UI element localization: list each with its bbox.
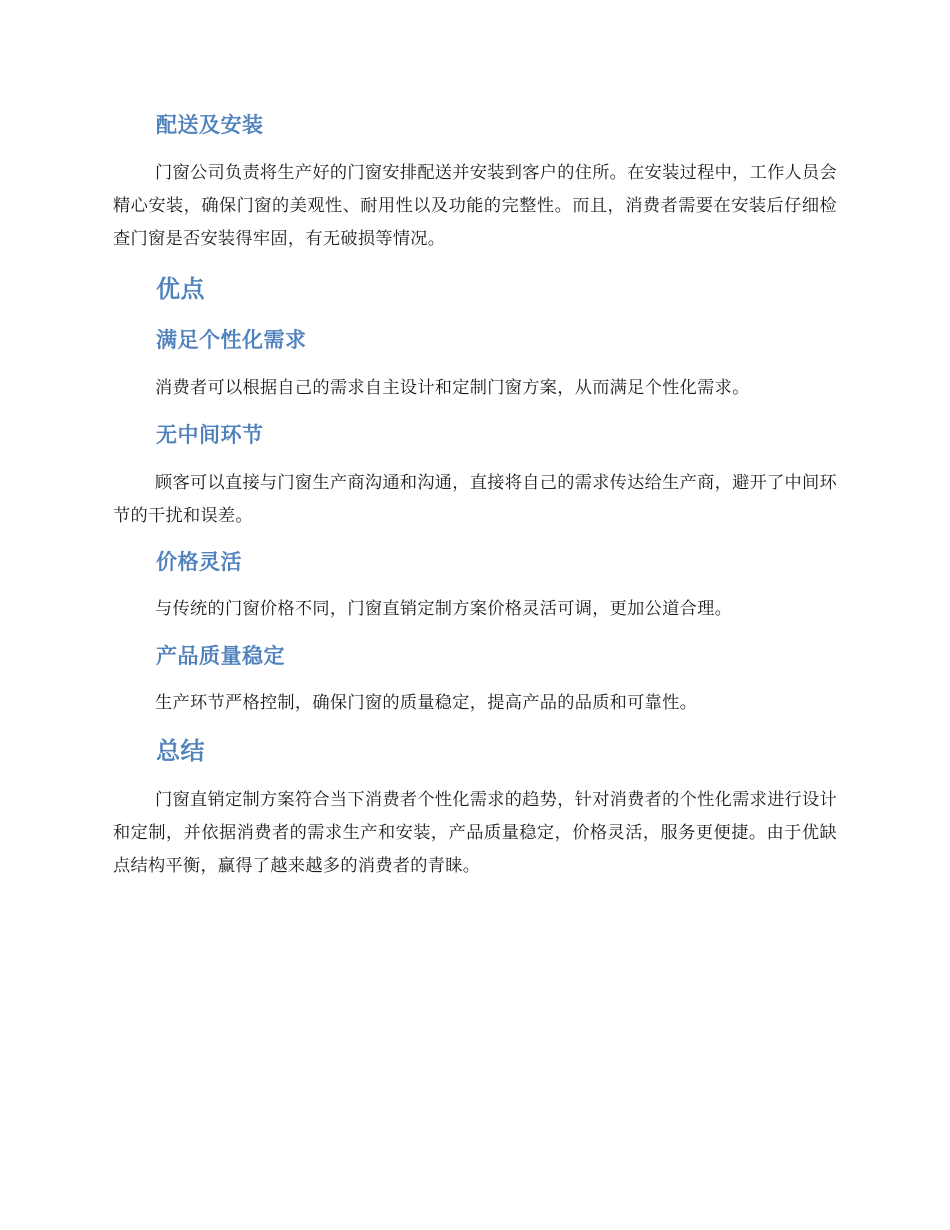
paragraph-flexible-price: 与传统的门窗价格不同，门窗直销定制方案价格灵活可调，更加公道合理。 [155, 599, 733, 619]
section-heading-summary: 总结 [156, 737, 205, 765]
paragraph-stable-quality: 生产环节严格控制，确保门窗的质量稳定，提高产品的品质和可靠性。 [155, 693, 698, 713]
subheading-flexible-price: 价格灵活 [156, 550, 242, 574]
paragraph-summary: 门窗直销定制方案符合当下消费者个性化需求的趋势，针对消费者的个性化需求进行设计和定制，并依据消费者的需求生产和安装，产品质量稳定，价格灵活，服务更便捷。由于优缺点结构平衡，赢得了越来越多的消费者的青睐。 [113, 790, 838, 876]
section-heading-advantages: 优点 [156, 275, 205, 303]
subheading-no-middleman: 无中间环节 [156, 423, 264, 447]
paragraph-personalization: 消费者可以根据自己的需求自主设计和定制门窗方案，从而满足个性化需求。 [155, 378, 750, 398]
paragraph-no-middleman: 顾客可以直接与门窗生产商沟通和沟通，直接将自己的需求传达给生产商，避开了中间环节的干扰和误差。 [113, 473, 838, 526]
section-heading-delivery: 配送及安装 [156, 113, 264, 137]
subheading-personalization: 满足个性化需求 [156, 328, 307, 352]
paragraph-delivery: 门窗公司负责将生产好的门窗安排配送并安装到客户的住所。在安装过程中，工作人员会精心安装，确保门窗的美观性、耐用性以及功能的完整性。而且，消费者需要在安装后仔细检查门窗是否安装得牢固，有无破损等情况。 [113, 163, 838, 249]
document-page [113, 0, 837, 883]
subheading-stable-quality: 产品质量稳定 [156, 644, 285, 668]
